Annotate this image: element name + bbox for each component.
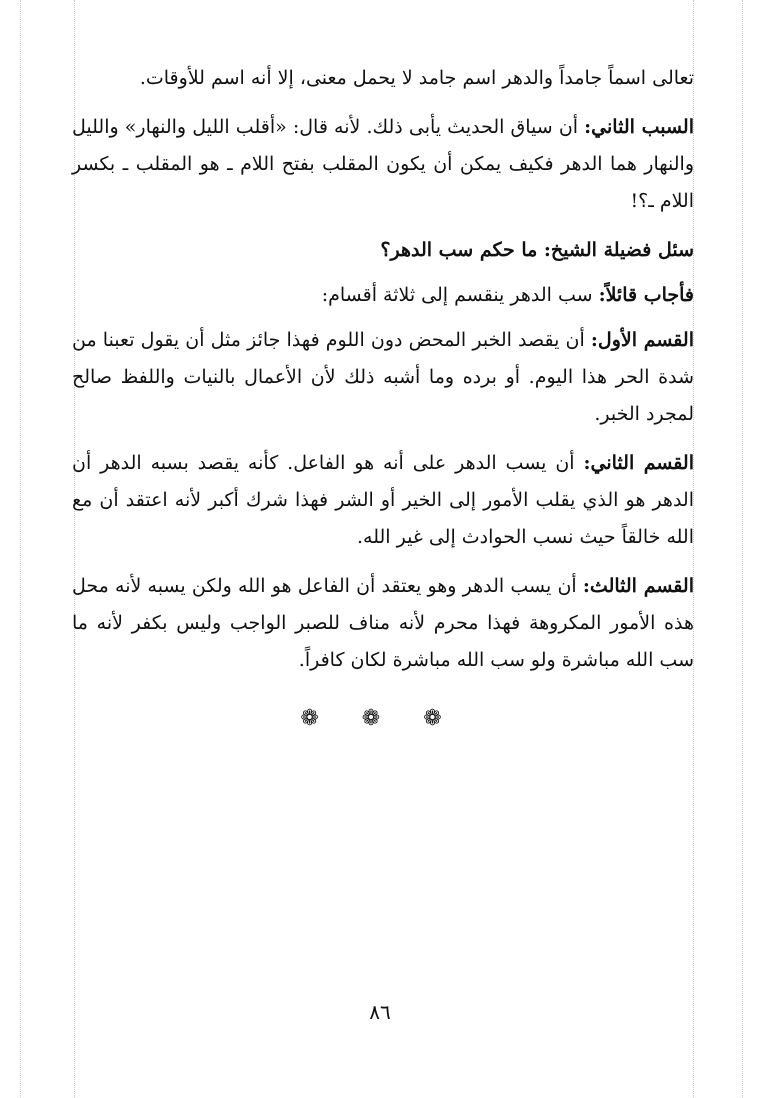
- paragraph-text: أن يقصد الخبر المحض دون اللوم فهذا جائز مثل أن يقول تعبنا من شدة الحر هذا اليوم. أو برده وما أشبه ذلك لأن الأعمال بالنيات واللفظ صالح لمجرد الخبر.: [72, 329, 694, 425]
- paragraph-second-category: [72, 445, 694, 556]
- paragraph-text: أن يسب الدهر وهو يعتقد أن الفاعل هو الله ولكن يسبه لأنه محل هذه الأمور المكروهة فهذا محرم لأنه مناف للصبر الواجب وليس بكفر لأنه ما سب الله مباشرة ولو سب الله مباشرة لكان كافراً.: [72, 575, 694, 671]
- page-number: ٨٦: [369, 1000, 391, 1024]
- question-heading: [72, 232, 694, 269]
- answer-intro: [72, 277, 694, 314]
- paragraph-lead: القسم الأول:: [590, 329, 694, 351]
- margin-guide-left: [20, 0, 21, 1098]
- paragraph-second-reason: [72, 109, 694, 220]
- paragraph-lead: القسم الثاني:: [583, 452, 694, 474]
- paragraph-lead: فأجاب قائلاً:: [598, 284, 694, 306]
- paragraph-first-category: [72, 322, 694, 433]
- paragraph-text: تعالى اسماً جامداً والدهر اسم جامد لا يحمل معنى، إلا أنه اسم للأوقات.: [139, 67, 694, 89]
- paragraph-lead: القسم الثالث:: [582, 575, 694, 597]
- question-text: سئل فضيلة الشيخ: ما حكم سب الدهر؟: [380, 239, 694, 261]
- paragraph-text: سب الدهر ينقسم إلى ثلاثة أقسام:: [321, 284, 599, 306]
- page-body: [72, 60, 694, 691]
- paragraph-text: أن يسب الدهر على أنه هو الفاعل. كأنه يقصد بسبه الدهر أن الدهر هو الذي يقلب الأمور إلى الخير أو الشر فهذا شرك أكبر لأنه اعتقد أن مع الله خالقاً حيث نسب الحوادث إلى غير الله.: [72, 452, 694, 548]
- paragraph-lead: السبب الثاني:: [584, 116, 694, 138]
- section-divider-ornaments: ❁ ❁ ❁: [300, 706, 460, 731]
- margin-guide-right: [742, 0, 743, 1098]
- paragraph-third-category: [72, 568, 694, 679]
- paragraph-continuation: [72, 60, 694, 97]
- paragraph-text: أن سياق الحديث يأبى ذلك. لأنه قال: «أقلب الليل والنهار» والليل والنهار هما الدهر فكيف يمكن أن يكون المقلب بفتح اللام ـ هو المقلب ـ بكسر اللام ـ؟!: [72, 116, 694, 212]
